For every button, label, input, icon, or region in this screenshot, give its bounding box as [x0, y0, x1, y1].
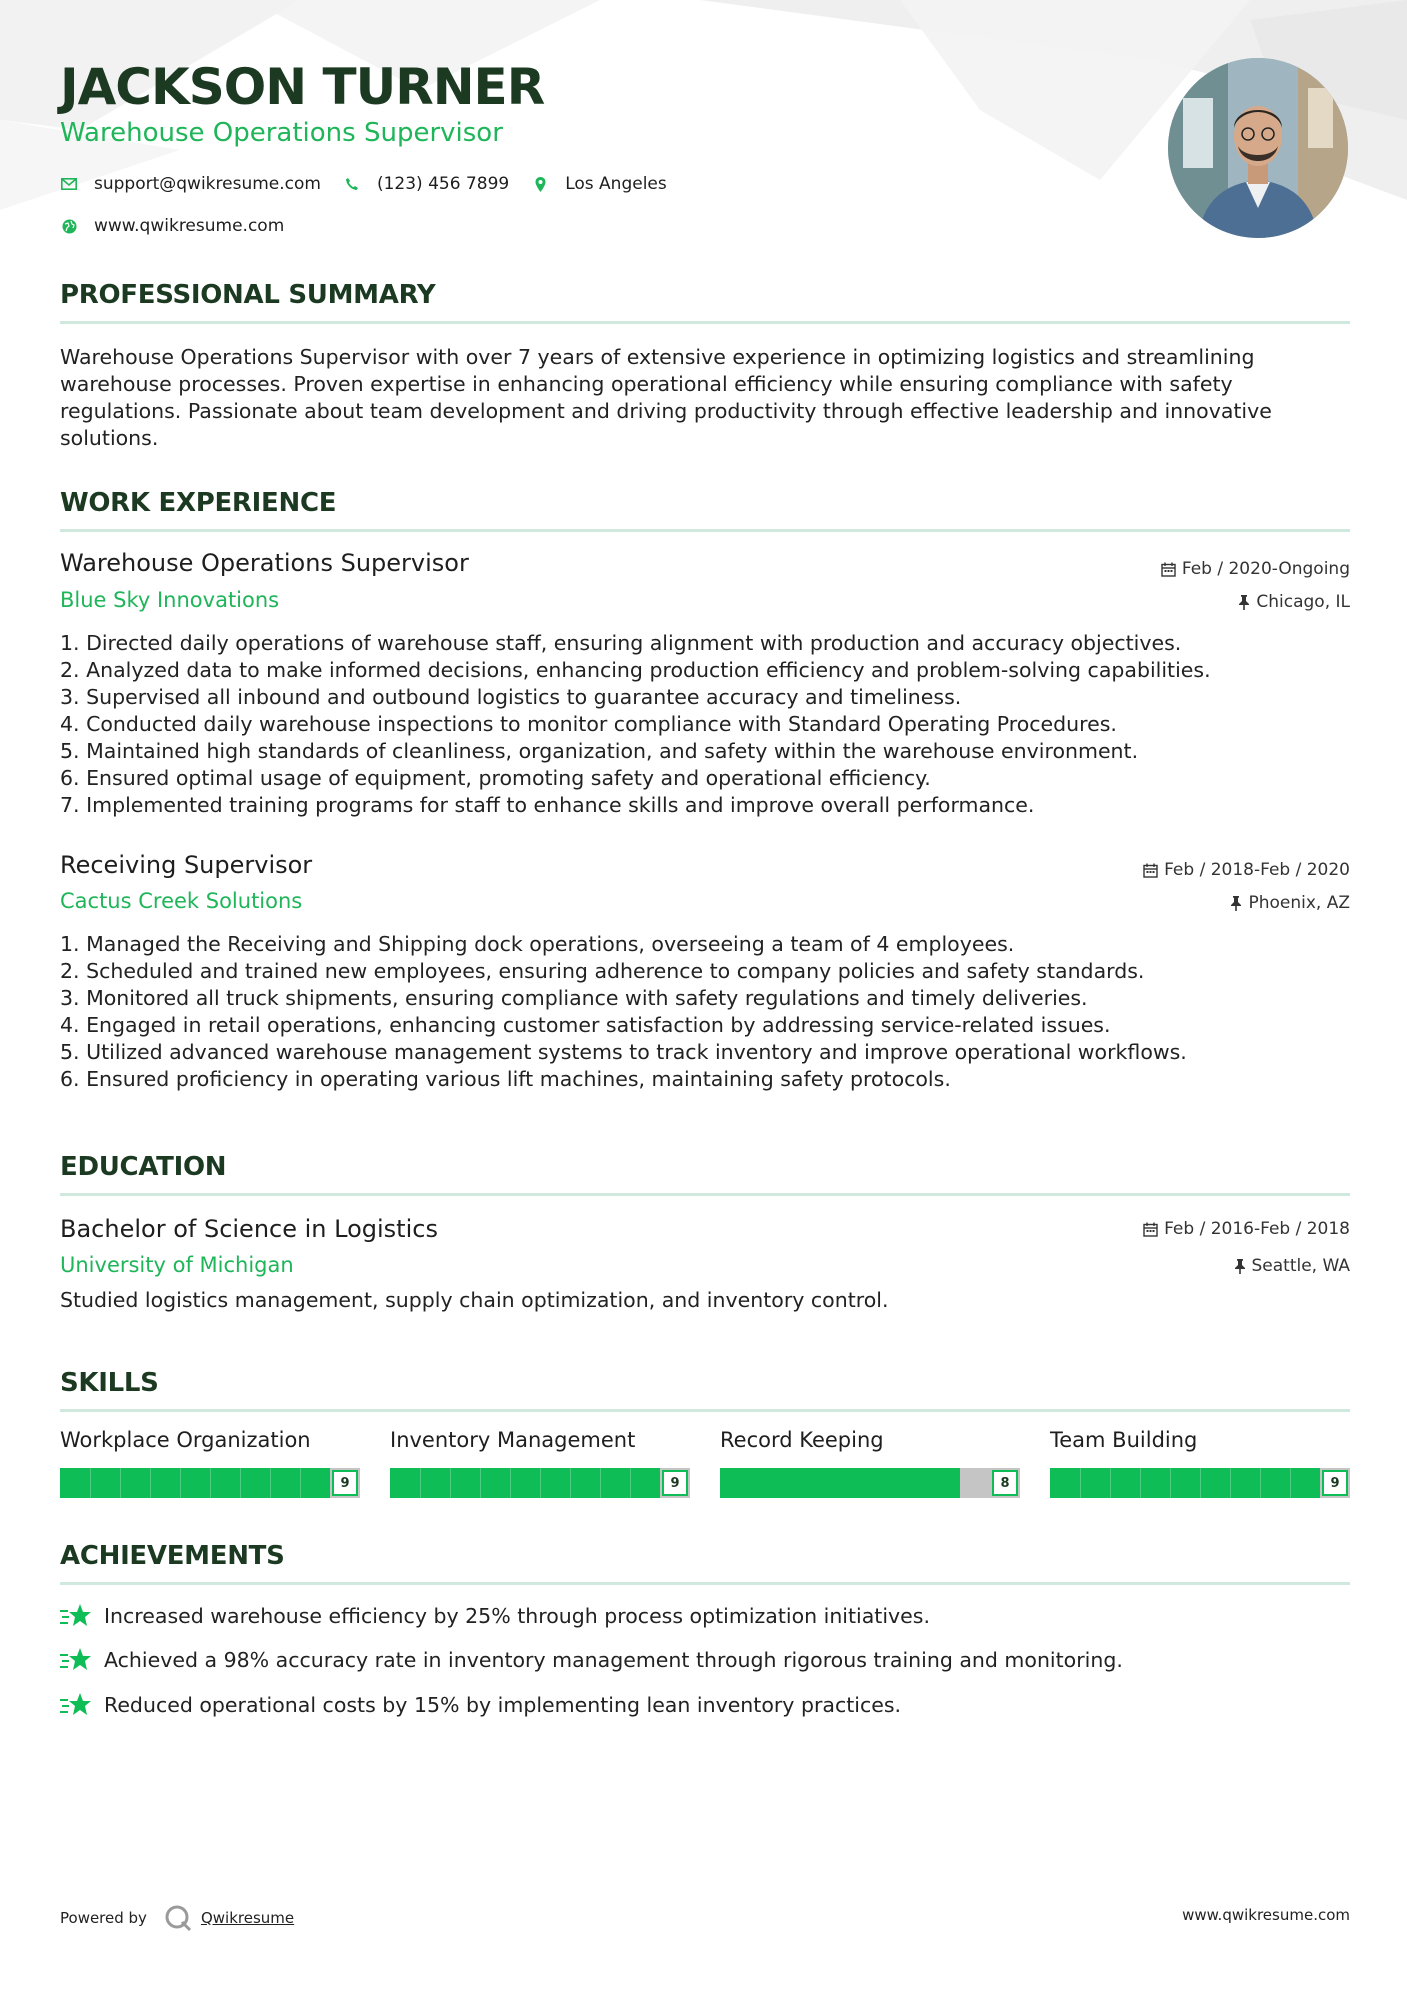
skill-bar-segment	[420, 1468, 421, 1498]
qwikresume-logo-icon	[163, 1903, 193, 1933]
skill-bar-segment	[1230, 1468, 1231, 1498]
job-location	[1238, 592, 1350, 612]
star-icon	[60, 1647, 92, 1673]
education-divider	[60, 1193, 1350, 1196]
skill-name: Inventory Management	[390, 1428, 636, 1452]
list-item: 6. Ensured optimal usage of equipment, promoting safety and operational efficiency.	[60, 766, 931, 790]
education-location	[1234, 1256, 1351, 1276]
powered-by-label: Powered by	[60, 1909, 147, 1927]
skill-bar-segment	[630, 1468, 631, 1498]
achievements-heading: ACHIEVEMENTS	[60, 1541, 285, 1571]
list-item: 7. Implemented training programs for staff to enhance skills and improve overall performance.	[60, 793, 1035, 817]
skill-bar-segment	[1260, 1468, 1261, 1498]
skill-bar-segment	[90, 1468, 91, 1498]
job-location	[1230, 893, 1350, 913]
location-text: Los Angeles	[565, 174, 667, 194]
contact-email[interactable]	[60, 174, 321, 194]
map-pin-icon	[531, 175, 549, 193]
website-text: www.qwikresume.com	[94, 216, 285, 236]
skill-bar-segment	[540, 1468, 541, 1498]
skill-bar	[1050, 1468, 1350, 1498]
skill-bar	[60, 1468, 360, 1498]
skill-bar-segment	[180, 1468, 181, 1498]
list-item: 4. Conducted daily warehouse inspections to monitor compliance with Standard Operating Procedures.	[60, 712, 1117, 736]
list-item: 3. Monitored all truck shipments, ensuring compliance with safety regulations and timely deliveries.	[60, 986, 1088, 1010]
summary-text: Warehouse Operations Supervisor with over 7 years of extensive experience in optimizing logistics and streamlining warehouse processes. Proven expertise in enhancing operational efficiency while ensuring compliance with safety regulations. Passionate about team development and driving productivity through effective leadership and innovative solutions.	[60, 345, 1272, 450]
achievement-text: Reduced operational costs by 15% by implementing lean inventory practices.	[104, 1693, 902, 1717]
contact-row	[60, 174, 689, 194]
skill-bar-fill	[1050, 1468, 1320, 1498]
skill-bar-segment	[120, 1468, 121, 1498]
calendar-icon	[1143, 863, 1158, 878]
degree-title: Bachelor of Science in Logistics	[60, 1215, 438, 1243]
skill-level-badge: 9	[662, 1470, 688, 1496]
calendar-icon	[1161, 562, 1176, 577]
achievement-text: Increased warehouse efficiency by 25% through process optimization initiatives.	[104, 1604, 930, 1628]
skill-name: Workplace Organization	[60, 1428, 311, 1452]
skill-bar	[720, 1468, 1020, 1498]
candidate-name: JACKSON TURNER	[60, 58, 545, 116]
skill-bar-segment	[1290, 1468, 1291, 1498]
list-item: 1. Managed the Receiving and Shipping dock operations, overseeing a team of 4 employees.	[60, 932, 1015, 956]
candidate-title: Warehouse Operations Supervisor	[60, 118, 503, 148]
footer-website[interactable]: www.qwikresume.com	[1182, 1906, 1350, 1924]
skill-bar-segment	[570, 1468, 571, 1498]
email-text: support@qwikresume.com	[94, 174, 321, 194]
list-item: 2. Analyzed data to make informed decisions, enhancing production efficiency and problem-solving capabilities.	[60, 658, 1211, 682]
education-dates	[1143, 1219, 1350, 1239]
skill-bar-segment	[510, 1468, 511, 1498]
skill-bar-segment	[300, 1468, 301, 1498]
skill-name: Team Building	[1050, 1428, 1198, 1452]
list-item: 6. Ensured proficiency in operating various lift machines, maintaining safety protocols.	[60, 1067, 951, 1091]
star-icon	[60, 1603, 92, 1629]
skill-bar-segment	[1110, 1468, 1111, 1498]
contact-phone[interactable]	[343, 174, 509, 194]
list-item: 4. Engaged in retail operations, enhancing customer satisfaction by addressing service-related issues.	[60, 1013, 1111, 1037]
job-location-text: Phoenix, AZ	[1248, 893, 1350, 913]
skill-bar-segment	[450, 1468, 451, 1498]
achievement-item	[60, 1603, 930, 1629]
education-dates-text: Feb / 2016-Feb / 2018	[1164, 1219, 1350, 1239]
summary-heading: PROFESSIONAL SUMMARY	[60, 280, 436, 310]
skill-level-badge: 9	[332, 1470, 358, 1496]
job-title: Warehouse Operations Supervisor	[60, 549, 469, 577]
job-dates	[1143, 860, 1350, 880]
skill-bar-segment	[1200, 1468, 1201, 1498]
contact-website[interactable]	[60, 216, 284, 236]
skill-bar-segment	[1170, 1468, 1171, 1498]
contact-location	[531, 174, 667, 194]
pushpin-icon	[1238, 595, 1250, 610]
list-item: 1. Directed daily operations of warehouse staff, ensuring alignment with production and accuracy objectives.	[60, 631, 1182, 655]
job-bullets	[60, 630, 1211, 819]
company-name: Cactus Creek Solutions	[60, 889, 303, 913]
qwikresume-link[interactable]: Qwikresume	[200, 1909, 295, 1927]
pushpin-icon	[1230, 896, 1242, 911]
education-description: Studied logistics management, supply chain optimization, and inventory control.	[60, 1288, 889, 1312]
website-row	[60, 216, 306, 236]
job-title: Receiving Supervisor	[60, 851, 313, 879]
skill-bar	[390, 1468, 690, 1498]
skill-item	[60, 1428, 360, 1498]
skill-bar-segment	[1140, 1468, 1141, 1498]
skill-level-badge: 8	[992, 1470, 1018, 1496]
company-name: Blue Sky Innovations	[60, 588, 280, 612]
job-dates-text: Feb / 2018-Feb / 2020	[1164, 860, 1350, 880]
experience-heading: WORK EXPERIENCE	[60, 488, 337, 518]
skill-name: Record Keeping	[720, 1428, 884, 1452]
job-dates	[1161, 559, 1350, 579]
achievement-text: Achieved a 98% accuracy rate in inventory management through rigorous training and monitoring.	[104, 1648, 1123, 1672]
summary-divider	[60, 321, 1350, 324]
experience-divider	[60, 529, 1350, 532]
skill-bar-fill	[390, 1468, 660, 1498]
list-item: 5. Maintained high standards of cleanliness, organization, and safety within the warehouse environment.	[60, 739, 1139, 763]
calendar-icon	[1143, 1222, 1158, 1237]
skill-item	[720, 1428, 1020, 1498]
skill-item	[390, 1428, 690, 1498]
education-heading: EDUCATION	[60, 1152, 227, 1182]
skills-heading: SKILLS	[60, 1368, 159, 1398]
list-item: 3. Supervised all inbound and outbound logistics to guarantee accuracy and timeliness.	[60, 685, 962, 709]
pushpin-icon	[1234, 1259, 1246, 1274]
achievement-item	[60, 1692, 901, 1718]
job-location-text: Chicago, IL	[1256, 592, 1350, 612]
education-location-text: Seattle, WA	[1251, 1256, 1350, 1276]
skill-bar-segment	[240, 1468, 241, 1498]
profile-photo	[1168, 58, 1348, 238]
achievements-divider	[60, 1582, 1350, 1585]
skill-bar-segment	[210, 1468, 211, 1498]
phone-icon	[343, 175, 361, 193]
skill-bar-segment	[1080, 1468, 1081, 1498]
skill-item	[1050, 1428, 1350, 1498]
phone-text: (123) 456 7899	[376, 174, 510, 194]
skill-bar-fill	[60, 1468, 330, 1498]
list-item: 2. Scheduled and trained new employees, ensuring adherence to company policies and safety standards.	[60, 959, 1145, 983]
skill-bar-segment	[480, 1468, 481, 1498]
skill-bar-segment	[270, 1468, 271, 1498]
achievement-item	[60, 1647, 1123, 1673]
footer-powered-by	[60, 1903, 294, 1933]
envelope-icon	[60, 175, 78, 193]
skills-divider	[60, 1409, 1350, 1412]
skill-level-badge: 9	[1322, 1470, 1348, 1496]
skill-bar-fill	[720, 1468, 960, 1498]
job-bullets	[60, 931, 1187, 1093]
school-name: University of Michigan	[60, 1253, 294, 1277]
globe-icon	[60, 217, 78, 235]
skill-bar-segment	[150, 1468, 151, 1498]
list-item: 5. Utilized advanced warehouse management systems to track inventory and improve operational workflows.	[60, 1040, 1187, 1064]
star-icon	[60, 1692, 92, 1718]
job-dates-text: Feb / 2020-Ongoing	[1181, 559, 1350, 579]
skill-bar-segment	[600, 1468, 601, 1498]
